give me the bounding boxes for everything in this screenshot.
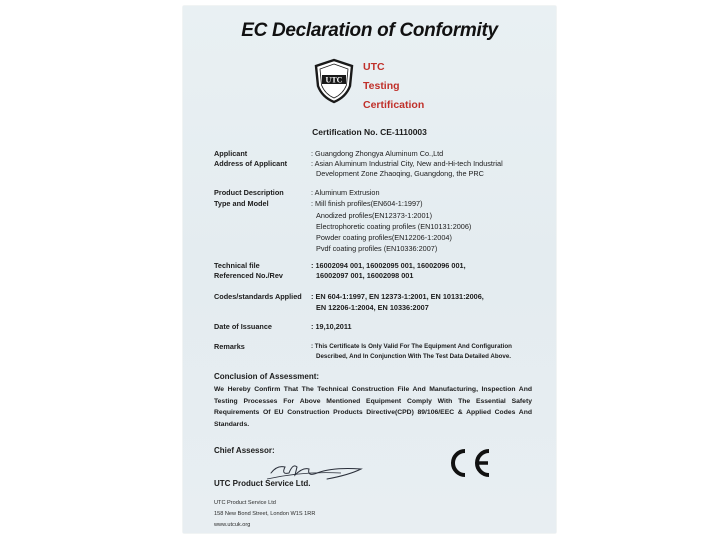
type-model-line-2: Anodized profiles(EN12373-1:2001) — [316, 211, 433, 220]
remarks-line-1: : This Certificate Is Only Valid For The Equipment And Configuration — [311, 343, 512, 350]
issuer-line-1: UTC — [363, 61, 385, 73]
certificate-page — [183, 6, 556, 533]
footer-line-1: UTC Product Service Ltd — [214, 500, 276, 506]
type-model-line-5: Pvdf coating profiles (EN10336:2007) — [316, 244, 438, 253]
product-description-value: : Aluminum Extrusion — [311, 188, 380, 197]
utc-shield-logo — [313, 58, 355, 104]
address-label: Address of Applicant — [214, 159, 288, 168]
technical-file-line-2: 16002097 001, 16002098 001 — [316, 271, 414, 280]
chief-assessor-label: Chief Assessor: — [214, 446, 275, 455]
address-line-1: : Asian Aluminum Industrial City, New and-Hi-tech Industrial — [311, 159, 503, 168]
issuer-line-2: Testing — [363, 80, 400, 92]
applicant-label: Applicant — [214, 149, 248, 158]
address-line-2: Development Zone Zhaoqing, Guangdong, the PRC — [316, 169, 484, 178]
codes-line-2: EN 12206-1:2004, EN 10336:2007 — [316, 303, 429, 312]
technical-file-label: Technical file — [214, 261, 260, 270]
footer-line-3: www.utcuk.org — [214, 522, 251, 528]
conclusion-text: We Hereby Confirm That The Technical Construction File And Manufacturing, Inspection And Testing Processes For Above Mentioned Equipment Comply With The Essential Safety Requirements Of EU Construction Products Directive(CPD) 89/106/EEC & Applied Codes And Standards. — [214, 386, 532, 429]
footer-line-2: 158 New Bond Street, London W1S 1RR — [214, 511, 316, 517]
date-issuance-value: : 19,10,2011 — [311, 322, 352, 331]
technical-file-line-1: : 16002094 001, 16002095 001, 16002096 001, — [311, 261, 466, 270]
date-issuance-label: Date of Issuance — [214, 322, 272, 331]
service-name: UTC Product Service Ltd. — [214, 479, 311, 488]
codes-line-1: : EN 604-1:1997, EN 12373-1:2001, EN 10131:2006, — [311, 292, 484, 301]
issuer-line-3: Certification — [363, 99, 425, 111]
certification-number: Certification No. CE-1110003 — [312, 127, 427, 137]
type-model-line-4: Powder coating profiles(EN12206-1:2004) — [316, 233, 452, 242]
codes-label: Codes/standards Applied — [214, 292, 302, 301]
product-description-label: Product Description — [214, 188, 284, 197]
type-model-line-3: Electrophoretic coating profiles (EN10131:2006) — [316, 222, 472, 231]
remarks-line-2: Described, And In Conjunction With The Test Data Detailed Above. — [316, 353, 511, 360]
remarks-label: Remarks — [214, 342, 245, 351]
applicant-value: : Guangdong Zhongya Aluminum Co.,Ltd — [311, 149, 444, 158]
ce-mark-icon — [445, 446, 495, 480]
referenced-no-label: Referenced No./Rev — [214, 271, 283, 280]
type-model-line-1: : Mill finish profiles(EN604-1:1997) — [311, 199, 423, 208]
conclusion-heading: Conclusion of Assessment: — [214, 372, 320, 381]
logo-text: UTC — [325, 75, 343, 85]
document-title: EC Declaration of Conformity — [241, 20, 498, 41]
type-model-label: Type and Model — [214, 199, 269, 208]
